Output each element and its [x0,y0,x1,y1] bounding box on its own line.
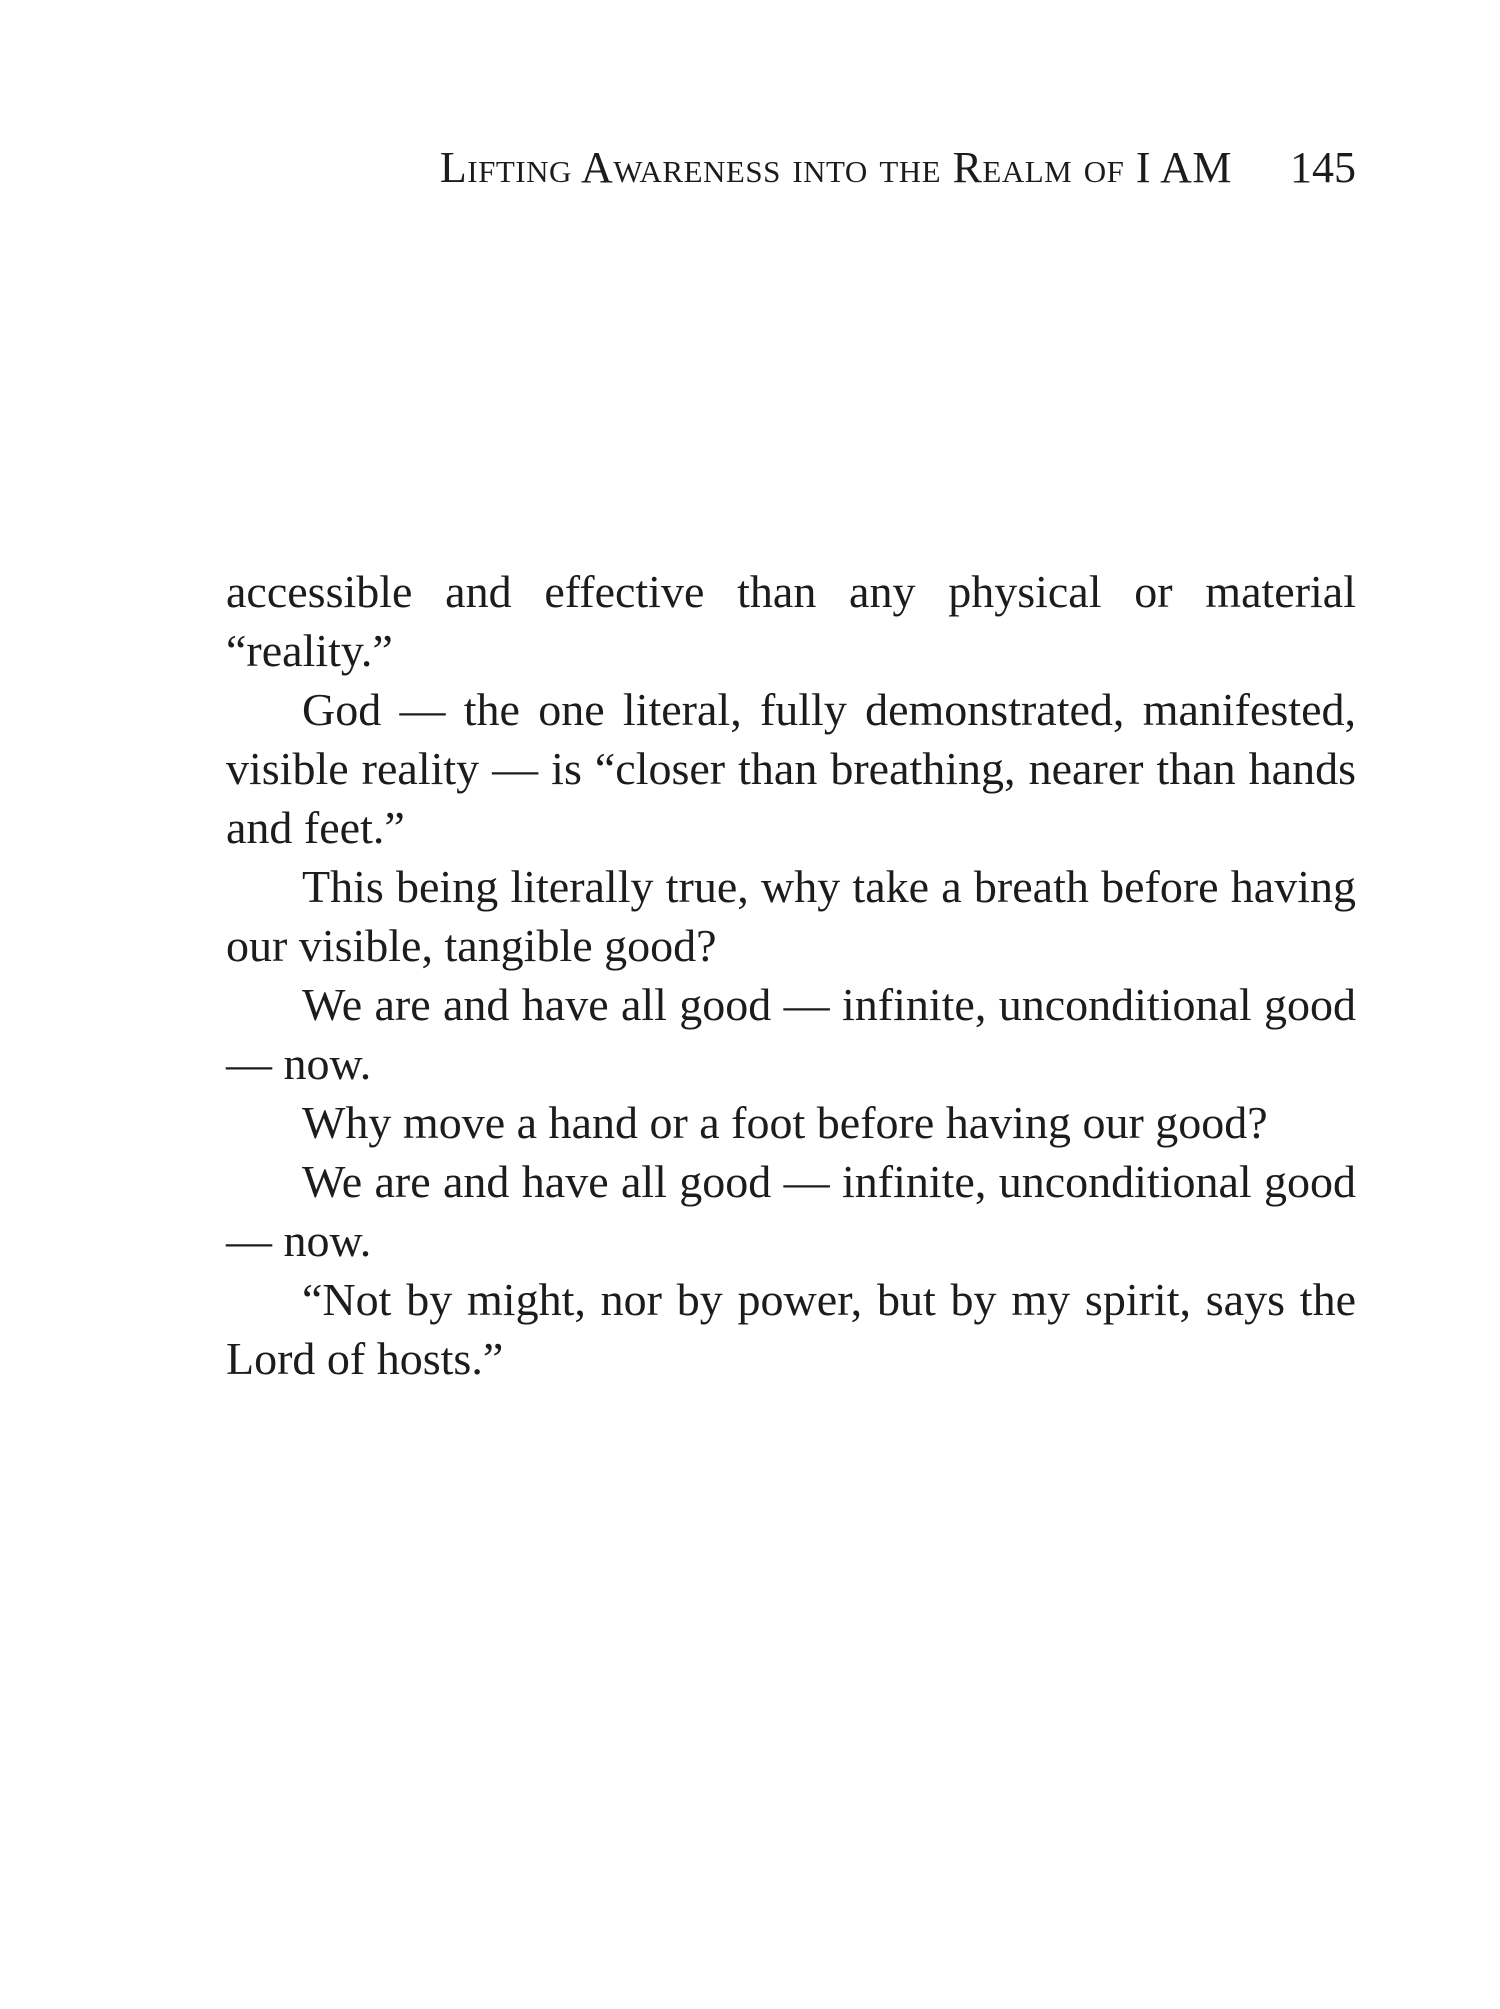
paragraph: We are and have all good — infinite, unconditional good — now. [226,979,1356,1089]
paragraph: We are and have all good — infinite, unconditional good — now. [226,1156,1356,1266]
paragraph: Why move a hand or a foot before having our good? [302,1097,1268,1148]
running-head [226,142,1356,194]
body-text [226,562,1356,1388]
running-title: Lifting Awareness into the Realm of I AM [439,143,1232,192]
page-number: 145 [1290,143,1356,192]
paragraph: accessible and effective than any physical or material “reality.” [226,566,1356,676]
paragraph: This being literally true, why take a breath before having our visible, tangible good? [226,861,1356,971]
paragraph: “Not by might, nor by power, but by my spirit, says the Lord of hosts.” [226,1274,1356,1384]
paragraph: God — the one literal, fully demonstrated, manifested, visible reality — is “closer than breathing, nearer than hands and feet.” [226,684,1356,853]
